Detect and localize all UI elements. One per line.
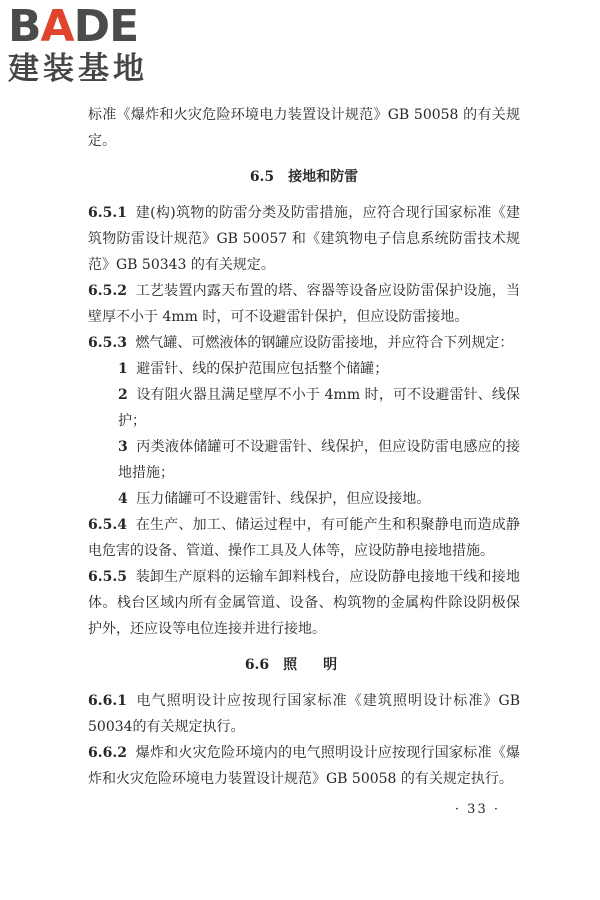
item-number: 1 (118, 361, 128, 377)
clause-number: 6.5.3 (88, 335, 127, 351)
clause-text: 工艺装置内露天布置的塔、容器等设备应设防雷保护设施，当壁厚不小于 4mm 时，可不设避雷针保护，但应设防雷接地。 (88, 283, 521, 325)
section-heading-6-6 (88, 652, 520, 678)
item-text: 避雷针、线的保护范围应包括整个储罐； (136, 361, 389, 377)
item-number: 4 (118, 491, 128, 507)
clause-6-6-2 (88, 740, 520, 792)
clause-6-5-3 (88, 330, 520, 356)
clause-number: 6.6.1 (88, 693, 127, 709)
logo-brand (8, 1, 176, 52)
section-number: 6.6 (244, 657, 270, 673)
clause-number: 6.6.2 (88, 745, 127, 761)
clause-text: 爆炸和火灾危险环境内的电气照明设计应按现行国家标准《爆炸和火灾危险环境电力装置设计规范》GB 50058 的有关规定执行。 (88, 745, 521, 787)
list-item-4 (88, 486, 520, 512)
clause-text: 在生产、加工、储运过程中，有可能产生和积聚静电而造成静电危害的设备、管道、操作工具及人体等，应设防静电接地措施。 (88, 517, 521, 559)
item-number: 3 (118, 439, 128, 455)
continued-paragraph: 标准《爆炸和火灾危险环境电力装置设计规范》GB 50058 的有关规定。 (88, 107, 520, 149)
clause-text: 燃气罐、可燃液体的钢罐应设防雷接地，并应符合下列规定： (135, 335, 514, 351)
clause-6-5-1 (88, 200, 520, 278)
list-item-3 (88, 434, 520, 486)
logo-brand-cn: 建装基地 (8, 51, 148, 87)
logo-brand-accent: A (40, 1, 74, 52)
clause-number: 6.5.2 (88, 283, 127, 299)
clause-number: 6.5.1 (88, 205, 127, 221)
clause-number: 6.5.4 (88, 517, 127, 533)
logo-brand-post: DE (73, 1, 139, 52)
clause-text: 装卸生产原料的运输车卸料栈台，应设防静电接地干线和接地体。栈台区域内所有金属管道、设备、构筑物的金属构件除设阴极保护外，还应设等电位连接并进行接地。 (88, 569, 521, 637)
clause-text: 电气照明设计应按现行国家标准《建筑照明设计标准》GB 50034的有关规定执行。 (88, 693, 520, 735)
clause-6-6-1 (88, 688, 520, 740)
section-title: 接地和防雷 (288, 169, 359, 185)
page-number: · 33 · (454, 802, 500, 817)
logo-brand-pre: B (8, 1, 41, 52)
list-item-2 (88, 382, 520, 434)
bade-logo (8, 1, 176, 96)
item-text: 设有阻火器且满足壁厚不小于 4mm 时，可不设避雷针、线保护； (118, 387, 521, 429)
clause-number: 6.5.5 (88, 569, 127, 585)
list-item-1 (88, 356, 520, 382)
item-text: 丙类液体储罐可不设避雷针、线保护，但应设防雷电感应的接地措施； (118, 439, 521, 481)
item-text: 压力储罐可不设避雷针、线保护，但应设接地。 (136, 491, 431, 507)
clause-6-5-4 (88, 512, 520, 564)
section-title: 照明 (283, 657, 364, 673)
item-number: 2 (118, 387, 128, 403)
clause-6-5-2 (88, 278, 520, 330)
section-heading-6-5 (88, 164, 520, 190)
section-number: 6.5 (249, 169, 275, 185)
page-content (88, 102, 520, 792)
clause-text: 建(构)筑物的防雷分类及防雷措施，应符合现行国家标准《建筑物防雷设计规范》GB 50057 和《建筑物电子信息系统防雷技术规范》GB 50343 的有关规定。 (88, 205, 520, 273)
clause-6-5-5 (88, 564, 520, 642)
